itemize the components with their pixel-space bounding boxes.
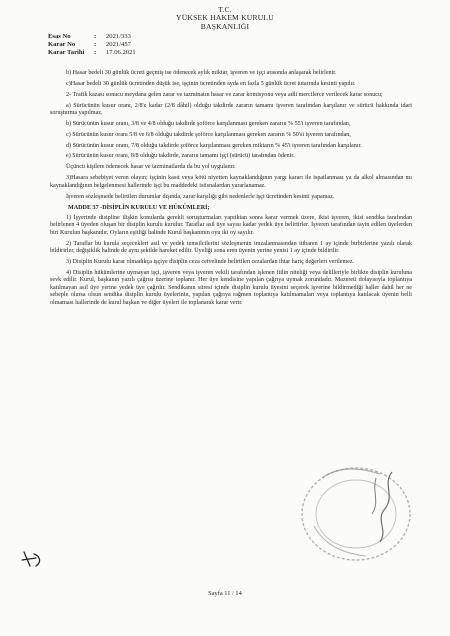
paragraph: a) Sürücünün kusur oranı, 2/8'e kadar (2/8 dâhil) olduğu takdirde zararın tamamı işveren tarafından karşılanır ve sürücü hakkında idari soruşturma yapılmaz. bbox=[50, 102, 412, 117]
meta-value: 17.06.2021 bbox=[106, 49, 136, 56]
meta-row-karar: Karar No : 2021/457 bbox=[48, 41, 131, 48]
paragraph: 4) Disiplin hükümlerine uymayan işçi, işveren veya işveren vekili tarafından işlenen fiilin niteliği veya delilleriyle birlikte disiplin kuruluna sevk edilir. Kurul, başkanın yazılı çağrısı üzerine toplanır. Her üye kendisine yapılan çağrıya uymak zorundadır. Mazereti dolayısıyla toplantıya katılmayan asil üye yerine yedek üye çağrılır. Sendikanın süresi içinde disiplin kurulu üyesini seçerek işverine bildirmediği haller dahil her ne sebeple olursa olsun sendika disiplin kurulu üyelerinin, yapılan çağrıya rağmen toplantıya katılmamaları veya toplantıya katılacak üyenin belli olmaması hallerinde de kurul başkan ve diğer üyeleri ile toplanarak karar verir. bbox=[50, 269, 412, 306]
paragraph: 2) Taraflar bu kurula seçecekleri asil ve yedek temsilcilerini sözleşmenin imzalanmasından itibaren 1 ay içinde birbirlerine yazılı olarak bildirirler, değişiklik halinde de aynı şekilde hareket edilir. Üyeliği sona eren üyenin yerine yenisi 1 ay içinde bildirilir. bbox=[50, 240, 412, 255]
paragraph: d) Sürücünün kusur oranı, 7/8 olduğu takdirde şoförce karşılanması gereken miktarın % 45'i işveren tarafından karşılanır. bbox=[66, 142, 362, 149]
paragraph: 3) Disiplin Kurulu karar olmadıkça işçiye disiplin ceza cetvelinde belirtilen cezalardan ihtar hariç değerleri verilemez. bbox=[66, 258, 355, 265]
paragraph: c)Hasar bedeli 30 günlük ücretinden düşük ise, işçinin ücretinden ayda en fazla 5 günlük ücret tutarında kesinti yapılır. bbox=[66, 80, 356, 87]
header-tc: T.C. bbox=[218, 5, 232, 14]
meta-key: Karar No bbox=[48, 41, 76, 48]
signature-mark bbox=[20, 548, 46, 570]
case-metadata bbox=[48, 33, 136, 57]
meta-row-tarih: Karar Tarihi : 17.06.2021 bbox=[48, 49, 136, 56]
article-heading: MADDE 37 -DİSİPLİN KURULU VE HÜKÜMLERİ; bbox=[68, 205, 210, 212]
meta-key: Karar Tarihi bbox=[48, 49, 85, 56]
paragraph: b) Hasar bedeli 30 günlük ücreti geçmiş ise ödenecek aylık miktar, işveren ve işçi arasında anlaşarak belirlenir. bbox=[66, 70, 337, 76]
header-institution: YÜKSEK HAKEM KURULU bbox=[176, 13, 274, 22]
paragraph: İşveren sözleşmede belirtilen durumlar dışında, zarar karşılığı gibi nedenlerle işçi ücretinden kesinti yapamaz. bbox=[66, 193, 335, 200]
meta-row-esas: Esas No : 2021/333 bbox=[48, 33, 131, 40]
paragraph: e) Sürücünün kusur oranı, 8/8 olduğu takdirde, zararın tamamı işçi (sürücü) tarafından ödenir. bbox=[66, 153, 295, 160]
header-department: BAŞKANLIĞI bbox=[200, 22, 250, 31]
paragraph: 2- Trafik kazası sonucu meydana gelen zarar ve tazminatın hasar ve zarar komisyonu veya adli mercilerce verilecek karar sonucu; bbox=[66, 91, 383, 98]
document-body bbox=[50, 70, 412, 311]
official-stamp bbox=[284, 448, 418, 570]
paragraph: 1) İşyerinde disipline ilişkin konularda gerekli soruşturmaları yapıtktan sonra karar vermek üzere, ikisi işveren, ikisi sendika tarafından belirlenen 4 üyeden oluşan bir disiplin kurulu kurulur. Taraflar asil üye sayısı kadar yedek üye belirtirler. İşveren tarafından tayin edilen üyelerden biri Kurulun başkanıdır. Oyların eşitliği halinde Kurul başkanının oyu iki oy sayılır. bbox=[50, 214, 412, 236]
page-number: Sayfa 11 / 14 bbox=[208, 590, 242, 597]
meta-value: 2021/457 bbox=[106, 41, 131, 48]
paragraph: Üçüncü kişilere ödenecek hasar ve tazminatlarda da bu yol uygulanır. bbox=[66, 164, 236, 171]
meta-value: 2021/333 bbox=[106, 33, 131, 40]
meta-key: Esas No bbox=[48, 33, 71, 40]
paragraph: b) Sürücünün kusur oranı, 3/8 ve 4/8 olduğu takdirde şoförce karşılanması gereken zararın % 55'i işveren tarafından, bbox=[66, 120, 351, 127]
paragraph: c) Sürücünün kusur oranı 5/8 ve 6/8 olduğu takdirde şoförce karşılanması gereken zararın % 50'si işveren tarafından, bbox=[66, 131, 351, 138]
paragraph: 3)Hasara sebebiyet veren olayın; işçinin kasıt veya kötü niyetten kaynaklandığının yargı kararı ile ispatlanması ya da alkol almasından mı kaynaklandığının belgelenmesi hallerinde işçi bu maddedeki istisnalardan yararlanamaz. bbox=[50, 175, 412, 189]
